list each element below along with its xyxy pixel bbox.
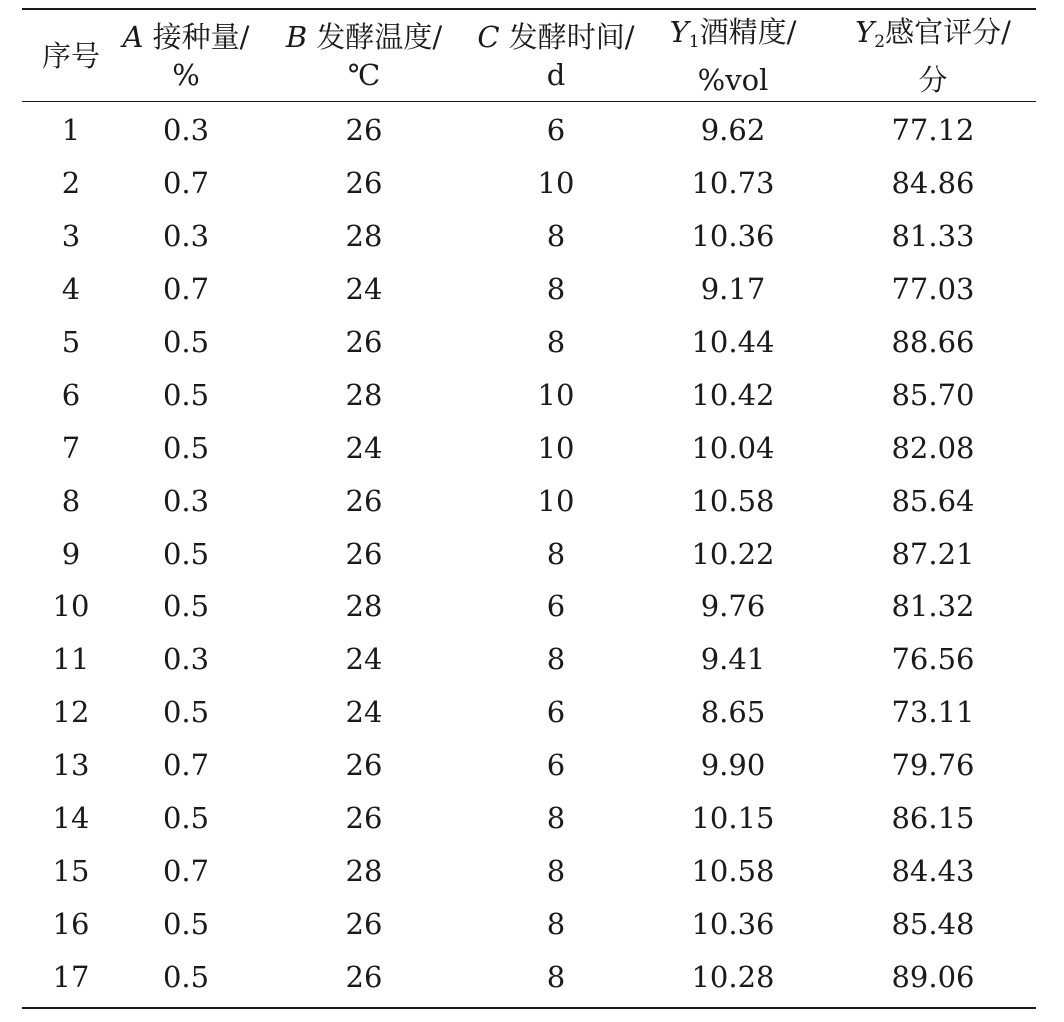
cell-sensory: 84.43 [891, 853, 975, 888]
cell-temperature: 26 [345, 748, 383, 783]
header-sensory [830, 13, 1036, 99]
cell-index: 16 [52, 906, 90, 941]
header-inoculum-unit: % [172, 57, 200, 92]
cell-alcohol: 10.04 [691, 430, 775, 465]
cell-time: 6 [546, 589, 566, 624]
table-row [22, 474, 1036, 527]
header-inoculum-symbol: A [122, 19, 144, 54]
table-row [22, 421, 1036, 474]
header-time-symbol: C [477, 19, 500, 54]
cell-inoculum: 0.5 [162, 325, 210, 359]
cell-time: 6 [546, 695, 566, 730]
cell-temperature: 26 [345, 113, 383, 148]
cell-inoculum: 0.7 [162, 748, 210, 783]
header-inoculum-label: 接种量/ [143, 19, 250, 54]
cell-inoculum: 0.3 [162, 483, 210, 518]
cell-alcohol: 9.90 [700, 748, 766, 783]
cell-time: 8 [546, 325, 566, 359]
table-row [22, 263, 1036, 316]
table-row [22, 104, 1036, 157]
cell-inoculum: 0.5 [162, 589, 210, 624]
header-alcohol [636, 13, 830, 99]
cell-alcohol: 10.28 [691, 959, 775, 994]
cell-time: 10 [537, 483, 575, 518]
cell-temperature: 28 [345, 377, 383, 412]
header-temperature-symbol: B [285, 19, 308, 54]
cell-sensory: 77.03 [891, 272, 975, 307]
cell-index: 11 [52, 642, 90, 677]
cell-index: 1 [61, 113, 81, 148]
cell-sensory: 85.64 [891, 483, 975, 518]
cell-alcohol: 10.58 [691, 853, 775, 888]
header-alcohol-label: 酒精度/ [699, 14, 797, 49]
header-time [476, 18, 636, 94]
cell-temperature: 24 [345, 642, 383, 677]
header-sensory-subscript: 2 [874, 31, 886, 52]
cell-alcohol: 9.17 [700, 272, 766, 307]
header-index [22, 37, 120, 75]
cell-time: 8 [546, 801, 566, 836]
cell-index: 4 [61, 272, 81, 307]
cell-time: 10 [537, 430, 575, 465]
cell-time: 8 [546, 272, 566, 307]
cell-index: 2 [61, 166, 81, 201]
cell-alcohol: 10.58 [691, 483, 775, 518]
header-time-label: 发酵时间/ [499, 19, 635, 54]
cell-temperature: 26 [345, 325, 383, 359]
bottom-rule [22, 1007, 1036, 1009]
cell-alcohol: 10.22 [691, 536, 775, 571]
cell-temperature: 26 [345, 959, 383, 994]
cell-temperature: 28 [345, 853, 383, 888]
table-row [22, 792, 1036, 845]
cell-sensory: 81.32 [891, 589, 975, 624]
cell-temperature: 26 [345, 536, 383, 571]
header-sensory-symbol: Y [855, 14, 875, 49]
table-row [22, 316, 1036, 369]
header-sensory-unit: 分 [918, 62, 948, 97]
header-time-unit: d [546, 57, 566, 92]
cell-alcohol: 8.65 [700, 695, 766, 730]
cell-alcohol: 10.73 [691, 166, 775, 201]
cell-sensory: 79.76 [891, 748, 975, 783]
cell-temperature: 26 [345, 801, 383, 836]
table-row [22, 157, 1036, 210]
cell-time: 8 [546, 853, 566, 888]
table-body [22, 102, 1036, 1007]
cell-alcohol: 9.76 [700, 589, 766, 624]
cell-inoculum: 0.7 [162, 853, 210, 888]
cell-time: 10 [537, 377, 575, 412]
cell-index: 10 [52, 589, 90, 624]
table-row [22, 210, 1036, 263]
cell-inoculum: 0.5 [162, 906, 210, 941]
cell-sensory: 81.33 [891, 219, 975, 254]
cell-temperature: 24 [345, 272, 383, 307]
cell-alcohol: 10.44 [691, 325, 775, 359]
table-row [22, 950, 1036, 1003]
table-row [22, 686, 1036, 739]
cell-time: 10 [537, 166, 575, 201]
cell-index: 7 [61, 430, 81, 465]
cell-time: 8 [546, 536, 566, 571]
cell-time: 6 [546, 748, 566, 783]
header-alcohol-unit: %vol [697, 62, 769, 97]
cell-alcohol: 10.36 [691, 219, 775, 254]
table-header-row [22, 10, 1036, 101]
cell-inoculum: 0.3 [162, 113, 210, 148]
cell-sensory: 82.08 [891, 430, 975, 465]
header-alcohol-symbol: Y [669, 14, 689, 49]
table-row [22, 739, 1036, 792]
header-alcohol-subscript: 1 [688, 31, 700, 52]
header-temperature-unit: ℃ [347, 57, 381, 92]
cell-inoculum: 0.7 [162, 166, 210, 201]
cell-temperature: 26 [345, 906, 383, 941]
cell-alcohol: 10.15 [691, 801, 775, 836]
cell-alcohol: 9.41 [700, 642, 766, 677]
cell-sensory: 85.70 [891, 377, 975, 412]
cell-time: 8 [546, 906, 566, 941]
cell-time: 8 [546, 219, 566, 254]
cell-inoculum: 0.7 [162, 272, 210, 307]
cell-sensory: 76.56 [891, 642, 975, 677]
cell-sensory: 73.11 [891, 695, 975, 730]
table-row [22, 844, 1036, 897]
cell-index: 8 [61, 483, 81, 518]
cell-index: 3 [61, 219, 81, 254]
cell-time: 6 [546, 113, 566, 148]
cell-inoculum: 0.3 [162, 642, 210, 677]
table-row [22, 527, 1036, 580]
cell-temperature: 28 [345, 589, 383, 624]
cell-index: 14 [52, 801, 90, 836]
cell-index: 6 [61, 377, 81, 412]
cell-alcohol: 10.42 [691, 377, 775, 412]
data-table [22, 8, 1036, 1009]
cell-index: 9 [61, 536, 81, 571]
cell-inoculum: 0.5 [162, 959, 210, 994]
cell-temperature: 26 [345, 483, 383, 518]
cell-inoculum: 0.5 [162, 377, 210, 412]
cell-temperature: 24 [345, 430, 383, 465]
cell-sensory: 89.06 [891, 959, 975, 994]
table-row [22, 368, 1036, 421]
cell-inoculum: 0.5 [162, 430, 210, 465]
cell-sensory: 84.86 [891, 166, 975, 201]
cell-sensory: 77.12 [891, 113, 975, 148]
table-row [22, 580, 1036, 633]
cell-temperature: 24 [345, 695, 383, 730]
cell-time: 8 [546, 642, 566, 677]
cell-index: 12 [52, 695, 90, 730]
cell-sensory: 88.66 [891, 325, 975, 359]
header-temperature [252, 18, 476, 94]
header-inoculum [120, 18, 252, 94]
cell-temperature: 26 [345, 166, 383, 201]
cell-alcohol: 9.62 [700, 113, 766, 148]
cell-sensory: 87.21 [891, 536, 975, 571]
cell-sensory: 85.48 [891, 906, 975, 941]
cell-index: 17 [52, 959, 90, 994]
table-row [22, 633, 1036, 686]
cell-inoculum: 0.5 [162, 695, 210, 730]
table-row [22, 897, 1036, 950]
cell-alcohol: 10.36 [691, 906, 775, 941]
cell-inoculum: 0.5 [162, 801, 210, 836]
header-index-label: 序号 [41, 38, 100, 73]
cell-index: 5 [61, 325, 81, 359]
header-temperature-label: 发酵温度/ [307, 19, 443, 54]
cell-sensory: 86.15 [891, 801, 975, 836]
cell-time: 8 [546, 959, 566, 994]
cell-index: 13 [52, 748, 90, 783]
cell-inoculum: 0.5 [162, 536, 210, 571]
header-sensory-label: 感官评分/ [885, 14, 1011, 49]
cell-inoculum: 0.3 [162, 219, 210, 254]
cell-index: 15 [52, 853, 90, 888]
cell-temperature: 28 [345, 219, 383, 254]
